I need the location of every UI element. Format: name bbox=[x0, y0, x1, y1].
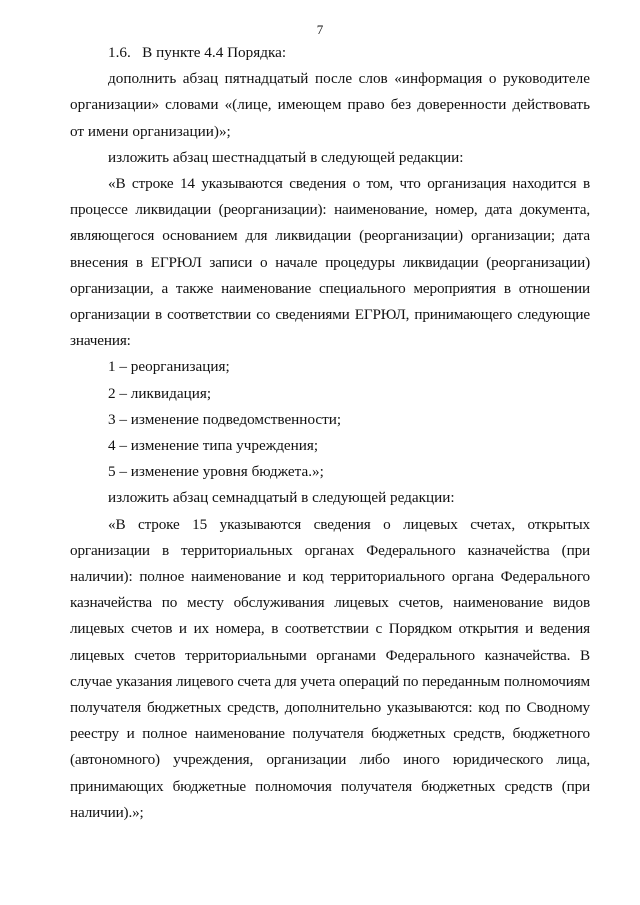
paragraph-instruction-16: изложить абзац шестнадцатый в следующей редакции: bbox=[108, 148, 464, 166]
paragraph-line-14: «В строке 14 указываются сведения о том, что организация находится в процессе ликвидации (реорганизации): наименование, номер, дата документа, являющегося основанием для ликвидации (реорганизации) организации; дата внесения в ЕГРЮЛ записи о начале процедуры ликвидации (реорганизации) организации, а также наименование специального мероприятия в отношении организации в соответствии со сведениями ЕГРЮЛ, принимающего следующие значения: bbox=[70, 175, 590, 350]
list-item-budget-level-change: 5 – изменение уровня бюджета.»; bbox=[108, 463, 324, 481]
paragraph-line-15: «В строке 15 указываются сведения о лицевых счетах, открытых организации в территориальных органах Федерального казначейства (при наличии): полное наименование и код территориального органа Федерального казначейства по месту обслуживания лицевых счетов, наименование видов лицевых счетов и их номера, в соответствии с Порядком открытия и ведения лицевых счетов территориальными органами Федерального казначейства. В случае указания лицевого счета для учета операций по переданным полномочиям получателя бюджетных средств, дополнительно указываются: код по Сводному реестру и полное наименование получателя бюджетных средств, бюджетного (автономного) учреждения, организации либо иного юридического лица, принимающих бюджетные полномочия получателя бюджетных средств (при наличии).»; bbox=[70, 515, 590, 821]
list-item-reorganization: 1 – реорганизация; bbox=[108, 358, 230, 376]
paragraph-amend-15: дополнить абзац пятнадцатый после слов «информация о руководителе организации» словами «(лице, имеющем право без доверенности действовать от имени организации)»; bbox=[70, 70, 590, 140]
page-number: 7 bbox=[316, 22, 324, 37]
section-heading: 1.6. В пункте 4.4 Порядка: bbox=[108, 44, 287, 61]
document-body bbox=[70, 40, 590, 826]
list-item-institution-type-change: 4 – изменение типа учреждения; bbox=[108, 437, 319, 455]
paragraph-instruction-17: изложить абзац семнадцатый в следующей редакции: bbox=[108, 489, 455, 507]
list-item-liquidation: 2 – ликвидация; bbox=[108, 384, 212, 402]
list-item-subordination-change: 3 – изменение подведомственности; bbox=[108, 410, 342, 428]
